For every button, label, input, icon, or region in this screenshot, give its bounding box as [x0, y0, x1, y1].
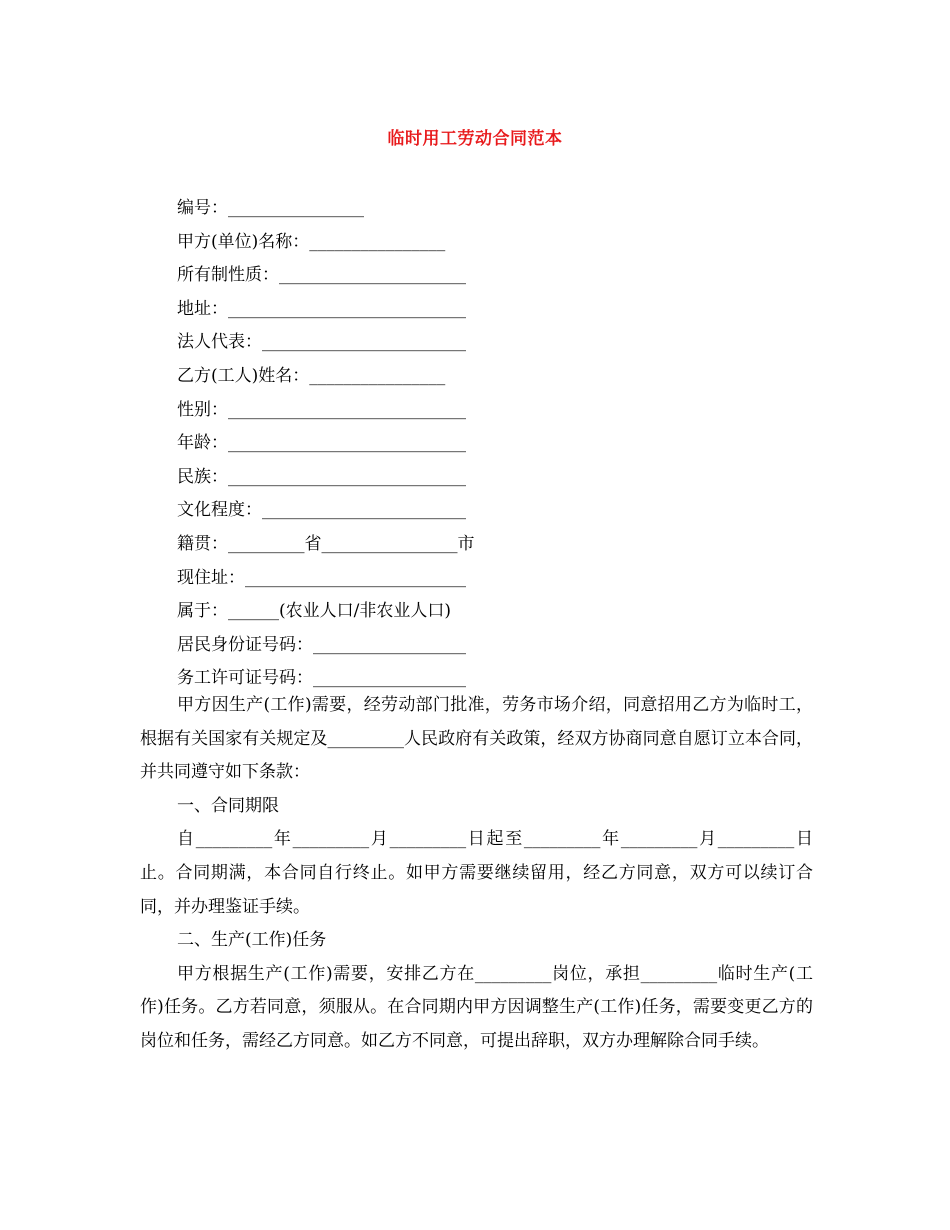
field-id-number: 居民身份证号码：__________________: [177, 634, 466, 655]
section-1-paragraph: 自_________年_________月_________日起至_________年_________月_________日止。合同期满，本合同自行终止。如甲方需要继续留用，经乙方同意，双方可以续订合同，并办理鉴证手续。: [140, 829, 813, 917]
field-party-b-name: 乙方(工人)姓名：________________: [177, 365, 446, 386]
field-serial-number: 编号：________________: [177, 198, 364, 218]
document-title: 临时用工劳动合同范本: [387, 129, 563, 149]
field-education: 文化程度：________________________: [177, 500, 466, 521]
field-ethnicity: 民族：____________________________: [177, 466, 466, 487]
field-gender: 性别：____________________________: [177, 399, 466, 420]
field-current-address: 现住址：__________________________: [177, 567, 466, 588]
field-age: 年龄：____________________________: [177, 433, 466, 454]
contract-fields: [177, 192, 817, 696]
section-1-heading: 一、合同期限: [177, 795, 279, 816]
field-household-type: 属于：______(农业人口/非农业人口): [177, 601, 451, 622]
field-native-place: 籍贯：_________省________________市: [177, 533, 475, 554]
field-legal-representative: 法人代表：________________________: [177, 332, 466, 353]
section-2-paragraph: 甲方根据生产(工作)需要，安排乙方在_________岗位，承担_________临时生产(工作)任务。乙方若同意，须服从。在合同期内甲方因调整生产(工作)任务，需要变更乙方的岗位和任务，需经乙方同意。如乙方不同意，可提出辞职，双方办理解除合同手续。: [140, 963, 813, 1051]
field-work-permit-number: 务工许可证号码：__________________: [177, 668, 466, 689]
contract-body: [140, 689, 813, 1059]
field-address: 地址：____________________________: [177, 298, 466, 319]
field-party-a-name: 甲方(单位)名称：________________: [177, 231, 446, 252]
section-2-heading: 二、生产(工作)任务: [177, 930, 327, 951]
intro-paragraph: 甲方因生产(工作)需要，经劳动部门批准，劳务市场介绍，同意招用乙方为临时工，根据有关国家有关规定及_________人民政府有关政策，经双方协商同意自愿订立本合同，并共同遵守如下条款：: [140, 695, 813, 783]
field-ownership: 所有制性质：______________________: [177, 265, 466, 286]
